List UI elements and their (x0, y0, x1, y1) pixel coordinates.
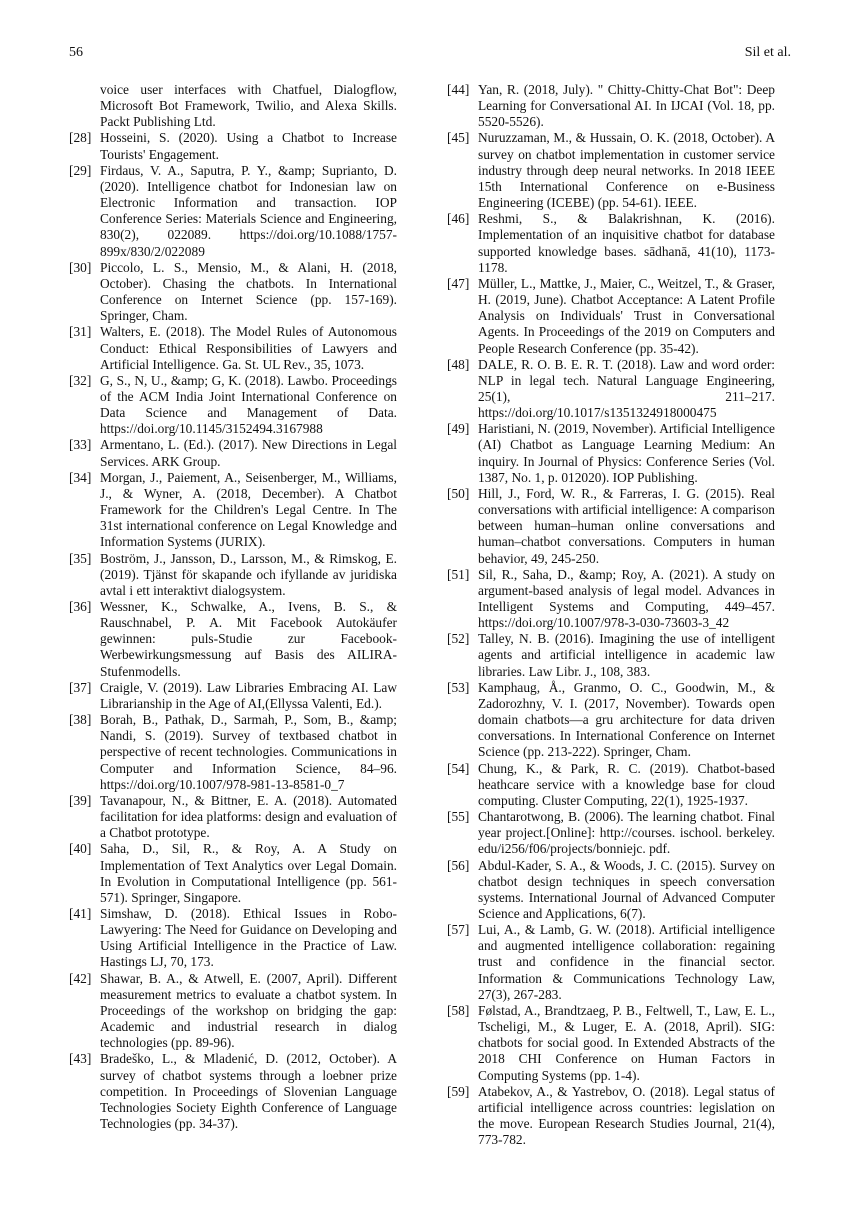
reference-item (447, 276, 775, 357)
reference-text: Tavanapour, N., & Bittner, E. A. (2018). Automated facilitation for idea platforms: design and evaluation of a Chatbot prototype. (100, 792, 397, 841)
references-left-column (69, 82, 397, 1132)
reference-text: Piccolo, L. S., Mensio, M., & Alani, H. (2018, October). Chasing the chatbots. In International Conference on Internet Science (pp. 157-169). Springer, Cham. (100, 259, 397, 324)
reference-number: [47] (447, 275, 470, 291)
reference-text: Armentano, L. (Ed.). (2017). New Directions in Legal Services. ARK Group. (100, 437, 397, 469)
reference-number: [59] (447, 1083, 470, 1099)
reference-number: [46] (447, 211, 470, 227)
reference-text: Reshmi, S., & Balakrishnan, K. (2016). Implementation of an inquisitive chatbot for database supported knowledge bases. sādhanā, 41(10), 1173-1178. (478, 211, 775, 275)
reference-text: Borah, B., Pathak, D., Sarmah, P., Som, B., &amp; Nandi, S. (2019). Survey of textbased chatbot in perspective of recent technologies. Communications in Computer and Information Science, 84–96. https://doi.org/10.1007/978-981-13-8581-0_7 (100, 712, 397, 792)
reference-item (69, 712, 397, 793)
reference-number: [50] (447, 485, 470, 501)
reference-number: [32] (69, 372, 92, 388)
reference-text: Firdaus, V. A., Saputra, P. Y., &amp; Suprianto, D. (2020). Intelligence chatbot for Indonesian law on Electronic Information and transaction. IOP Conference Series: Materials Science and Engineering, 830(2), 022089. https://doi.org/10.1088/1757-899x/830/2/022089 (100, 162, 397, 259)
reference-item (69, 841, 397, 906)
reference-number: [56] (447, 857, 470, 873)
reference-item (69, 680, 397, 712)
reference-item (69, 551, 397, 599)
reference-item (447, 567, 775, 632)
reference-text: Nuruzzaman, M., & Hussain, O. K. (2018, October). A survey on chatbot implementation in customer service industry through deep neural networks. In 2018 IEEE 15th International Conference on e-Business Engineering (ICEBE) (pp. 54-61). IEEE. (478, 130, 775, 211)
reference-number: [51] (447, 566, 470, 582)
reference-item (447, 631, 775, 679)
reference-item (447, 809, 775, 857)
reference-item (447, 130, 775, 211)
reference-item (447, 421, 775, 486)
reference-number: [39] (69, 792, 92, 808)
reference-item (447, 1003, 775, 1084)
reference-number: [55] (447, 809, 470, 825)
reference-item (69, 470, 397, 551)
reference-text: Følstad, A., Brandtzaeg, P. B., Feltwell, T., Law, E. L., Tscheligi, M., & Luger, E. A. (2018, April). SIG: chatbots for social good. In Extended Abstracts of the 2018 CHI Conference on Human Factors in Computing Systems (pp. 1-4). (478, 1002, 775, 1083)
reference-number: [54] (447, 760, 470, 776)
reference-item (447, 82, 775, 130)
reference-text: Hosseini, S. (2020). Using a Chatbot to Increase Tourists' Engagement. (100, 130, 397, 162)
reference-item (69, 260, 397, 325)
reference-item (447, 1084, 775, 1149)
reference-text: Craigle, V. (2019). Law Libraries Embracing AI. Law Librarianship in the Age of AI,(Ellyssa Valenti, Ed.). (100, 679, 397, 711)
reference-item (447, 486, 775, 567)
reference-number: [48] (447, 356, 470, 372)
reference-item (447, 761, 775, 809)
reference-number: [28] (69, 130, 92, 146)
reference-item (447, 211, 775, 276)
reference-item (69, 324, 397, 372)
reference-text: Müller, L., Mattke, J., Maier, C., Weitzel, T., & Graser, H. (2019, June). Chatbot Acceptance: A Latent Profile Analysis on Individuals' Trust in Conversational Agents. In Proceedings of the 2019 on Computers and People Research Conference (pp. 35-42). (478, 275, 775, 356)
reference-text: G, S., N, U., &amp; G, K. (2018). Lawbo. Proceedings of the ACM India Joint International Conference on Data Science and Management of Data. https://doi.org/10.1145/3152494.3167988 (100, 372, 397, 437)
reference-number: [31] (69, 324, 92, 340)
reference-item (447, 922, 775, 1003)
reference-item (69, 971, 397, 1052)
reference-number: [36] (69, 599, 92, 614)
reference-text: Walters, E. (2018). The Model Rules of Autonomous Conduct: Ethical Responsibilities of Lawyers and Artificial Intelligence. Ga. St. UL Rev., 35, 1073. (100, 324, 397, 372)
reference-number: [45] (447, 130, 470, 146)
reference-number: [58] (447, 1002, 470, 1018)
reference-number: [29] (69, 162, 92, 178)
reference-item (69, 82, 397, 130)
reference-text: Morgan, J., Paiement, A., Seisenberger, M., Williams, J., & Wyner, A. (2018, December). A Chatbot Framework for the Children's Legal Centre. In The 31st international conference on Legal Knowledge and Information Systems (JURIX). (100, 469, 397, 550)
reference-number: [38] (69, 712, 92, 728)
reference-number: [43] (69, 1051, 92, 1067)
page-number: 56 (69, 45, 83, 60)
reference-text: Boström, J., Jansson, D., Larsson, M., & Rimskog, E. (2019). Tjänst för skapande och ifyllande av juridiska avtal i ett interaktivt dialogsystem. (100, 550, 397, 598)
reference-text: Hill, J., Ford, W. R., & Farreras, I. G. (2015). Real conversations with artificial intelligence: A comparison between human–human online conversations and human–chatbot conversations. Computers in human behavior, 49, 245-250. (478, 485, 775, 566)
reference-text: Sil, R., Saha, D., &amp; Roy, A. (2021). A study on argument-based analysis of legal model. Advances in Intelligent Systems and Computing, 449–457. https://doi.org/10.1007/978-3-030-73603-3_42 (478, 566, 775, 631)
reference-text: Kamphaug, Å., Granmo, O. C., Goodwin, M., & Zadorozhny, V. I. (2017, November). Towards open domain chatbots—a gru architecture for data driven conversations. In International Conference on Internet Science (pp. 213-222). Springer, Cham. (478, 679, 775, 760)
reference-number: [41] (69, 905, 92, 921)
reference-number: [53] (447, 679, 470, 695)
references-right-column (447, 82, 775, 1148)
reference-item (69, 599, 397, 680)
reference-text: Haristiani, N. (2019, November). Artificial Intelligence (AI) Chatbot as Language Learning Medium: An inquiry. In Journal of Physics: Conference Series (Vol. 1387, No. 1, p. 012020). IOP Publishing. (478, 421, 775, 485)
reference-text: Lui, A., & Lamb, G. W. (2018). Artificial intelligence and augmented intelligence collaboration: regaining trust and confidence in the financial sector. Information & Communications Technology Law, 27(3), 267-283. (478, 922, 775, 1002)
reference-number: [57] (447, 922, 470, 938)
reference-item (447, 858, 775, 923)
reference-text: Yan, R. (2018, July). " Chitty-Chitty-Chat Bot": Deep Learning for Conversational AI. In IJCAI (Vol. 18, pp. 5520-5526). (478, 82, 775, 130)
reference-number: [44] (447, 82, 470, 97)
reference-text: Talley, N. B. (2016). Imagining the use of intelligent agents and artificial intelligence in academic law libraries. Law Libr. J., 108, 383. (478, 631, 775, 679)
running-head: Sil et al. (744, 45, 791, 60)
reference-item (69, 163, 397, 260)
reference-item (69, 373, 397, 438)
reference-number: [30] (69, 259, 92, 275)
reference-item (69, 1051, 397, 1132)
reference-text: Bradeško, L., & Mladenić, D. (2012, October). A survey of chatbot systems through a loebner prize competition. In Proceedings of Slovenian Language Technologies Society Eighth Conference of Language Technologies (pp. 34-37). (100, 1051, 397, 1131)
reference-number: [40] (69, 841, 92, 857)
reference-item (69, 906, 397, 971)
reference-text: Chung, K., & Park, R. C. (2019). Chatbot-based heathcare service with a knowledge base for cloud computing. Cluster Computing, 22(1), 1925-1937. (478, 760, 775, 808)
reference-text: Saha, D., Sil, R., & Roy, A. A Study on Implementation of Text Analytics over Legal Domain. In Evolution in Computational Intelligence (pp. 561-571). Springer, Singapore. (100, 841, 397, 905)
reference-text: Atabekov, A., & Yastrebov, O. (2018). Legal status of artificial intelligence across countries: legislation on the move. European Research Studies Journal, 21(4), 773-782. (478, 1083, 775, 1148)
reference-number: [49] (447, 421, 470, 437)
reference-text: Abdul-Kader, S. A., & Woods, J. C. (2015). Survey on chatbot design techniques in speech conversation systems. International Journal of Advanced Computer Science and Applications, 6(7). (478, 857, 775, 921)
reference-item (69, 130, 397, 162)
reference-text: Chantarotwong, B. (2006). The learning chatbot. Final year project.[Online]: http://courses. ischool. berkeley. edu/i256/f06/projects/bonniejc. pdf. (478, 809, 775, 857)
reference-number: [34] (69, 469, 92, 485)
reference-text: DALE, R. O. B. E. R. T. (2018). Law and word order: NLP in legal tech. Natural Language Engineering, 25(1), 211–217. https://doi.org/10.1017/s1351324918000475 (478, 356, 775, 421)
reference-number: [37] (69, 679, 92, 695)
reference-number: [35] (69, 550, 92, 566)
reference-number: [33] (69, 437, 92, 453)
reference-item (69, 437, 397, 469)
reference-item (447, 680, 775, 761)
reference-text: Simshaw, D. (2018). Ethical Issues in Robo-Lawyering: The Need for Guidance on Developing and Using Artificial Intelligence in the Practice of Law. Hastings LJ, 70, 173. (100, 905, 397, 970)
reference-item (69, 793, 397, 841)
reference-text: Shawar, B. A., & Atwell, E. (2007, April). Different measurement metrics to evaluate a chatbot system. In Proceedings of the workshop on bridging the gap: Academic and industrial research in dialog technologies (pp. 89-96). (100, 970, 397, 1051)
reference-text: Wessner, K., Schwalke, A., Ivens, B. S., & Rauschnabel, P. A. Mit Facebook Autokäufer gewinnen: puls-Studie zur Facebook-Werbewirkungsmessung auf Basis des AILIRA-Stufenmodells. (100, 599, 397, 679)
reference-number: [52] (447, 631, 470, 647)
reference-item (447, 357, 775, 422)
reference-number: [42] (69, 970, 92, 986)
reference-text: voice user interfaces with Chatfuel, Dialogflow, Microsoft Bot Framework, Twilio, and Alexa Skills. Packt Publishing Ltd. (100, 82, 397, 130)
